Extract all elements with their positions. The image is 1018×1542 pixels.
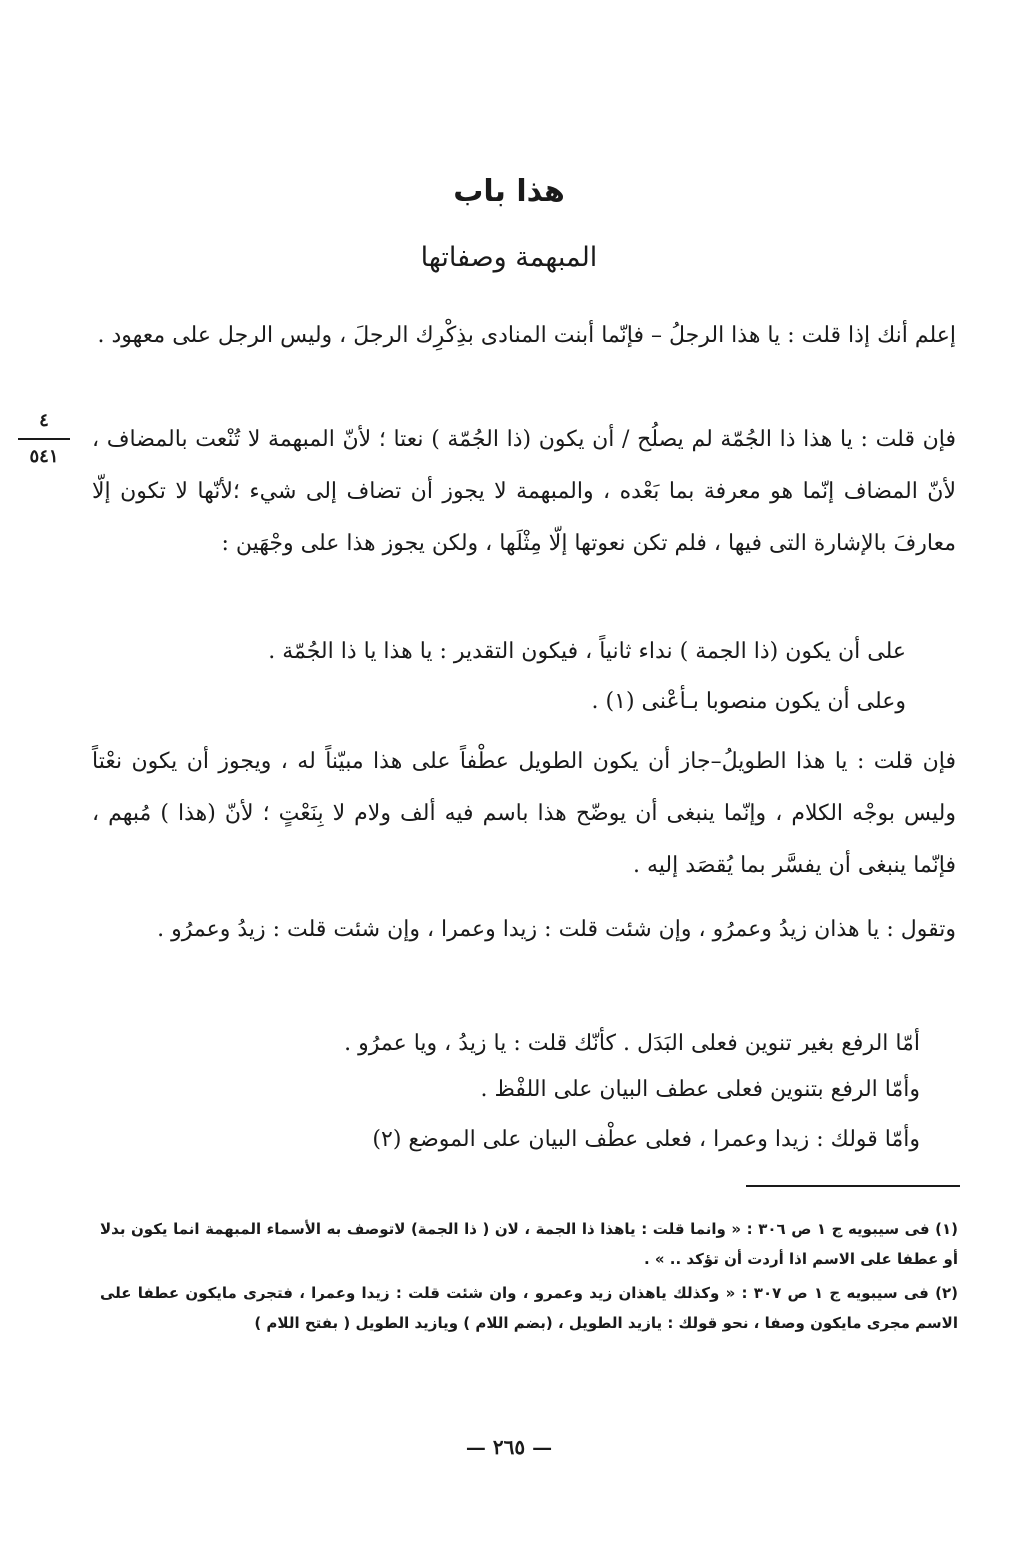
paragraph: وعلى أن يكون منصوبا بـأعْنى (١) .	[591, 689, 906, 714]
paragraph: وتقول : يا هذان زيدُ وعمرُو ، وإن شئت قلت : زيدا وعمرا ، وإن شئت قلت : زيدُ وعمرُو .	[157, 917, 956, 942]
margin-reference	[18, 408, 70, 470]
chapter-title: هذا باب	[453, 174, 565, 209]
paragraph: إعلم أنك إذا قلت : يا هذا الرجلُ – فإنّما أبنت المنادى بذِكْرِك الرجلَ ، وليس الرجل على معهود .	[97, 323, 956, 348]
paragraph: وأمّا قولك : زيدا وعمرا ، فعلى عطْف البيان على الموضع (٢)	[372, 1127, 920, 1152]
paragraph: فإن قلت : يا هذا ذا الجُمّة لم يصلُح / أن يكون (ذا الجُمّة ) نعتا ؛ لأنّ المبهمة لا تُنْعت بالمضاف ، لأنّ المضاف إنّما هو معرفة بما بَعْده ، والمبهمة لا يجوز أن تضاف إلى شيء ؛لأنّها لا تكون إلّا معارفَ بالإشارة التى فيها ، فلم تكن نعوتها إلّا مِثْلَها ، ولكن يجوز هذا على وجْهَين :	[92, 427, 956, 556]
footnote: (٢) فى سيبويه ج ١ ص ٣٠٧ : « وكذلك ياهذان زيد وعمرو ، وان شئت قلت : زيدا وعمرا ، فتجرى مايكون عطفا على الاسم مجرى مايكون وصفا ، نحو قولك : يازيد الطويل ، (بضم اللام ) ويازيد الطويل ( بفتح اللام )	[100, 1284, 959, 1332]
footnote-divider	[746, 1185, 960, 1187]
footnotes	[100, 1214, 958, 1342]
chapter-subtitle: المبهمة وصفاتها	[420, 242, 598, 273]
paragraph: أمّا الرفع بغير تنوين فعلى البَدَل . كأنّك قلت : يا زيدُ ، ويا عمرُو .	[344, 1031, 920, 1056]
paragraph: فإن قلت : يا هذا الطويلُ–جاز أن يكون الطويل عطْفاً على هذا مبيّناً له ، ويجوز أن يكون نعْتاً وليس بوجْه الكلام ، وإنّما ينبغى أن يوضّح هذا باسم فيه ألف ولام لا بِنَعْتٍ ؛ لأنّ (هذا ) مُبهم ، فإنّما ينبغى أن يفسَّر بما يُقصَد إليه .	[92, 749, 956, 878]
page-number: — ٢٦٥ —	[465, 1435, 553, 1459]
paragraph: وأمّا الرفع بتنوين فعلى عطف البيان على اللفْظ .	[480, 1077, 920, 1102]
margin-ref-top: ٤	[39, 410, 49, 431]
margin-ref-bottom: ٥٤١	[29, 446, 59, 467]
margin-ref-divider	[18, 438, 70, 440]
paragraph: على أن يكون (ذا الجمة ) نداء ثانياً ، فيكون التقدير : يا هذا يا ذا الجُمّة .	[268, 639, 906, 664]
footnote: (١) فى سيبويه ج ١ ص ٣٠٦ : « وانما قلت : ياهذا ذا الجمة ، لان ( ذا الجمة) لاتوصف به الأسماء المبهمة انما يكون بدلا أو عطفا على الاسم اذا أردت أن تؤكد .. » .	[100, 1220, 959, 1268]
